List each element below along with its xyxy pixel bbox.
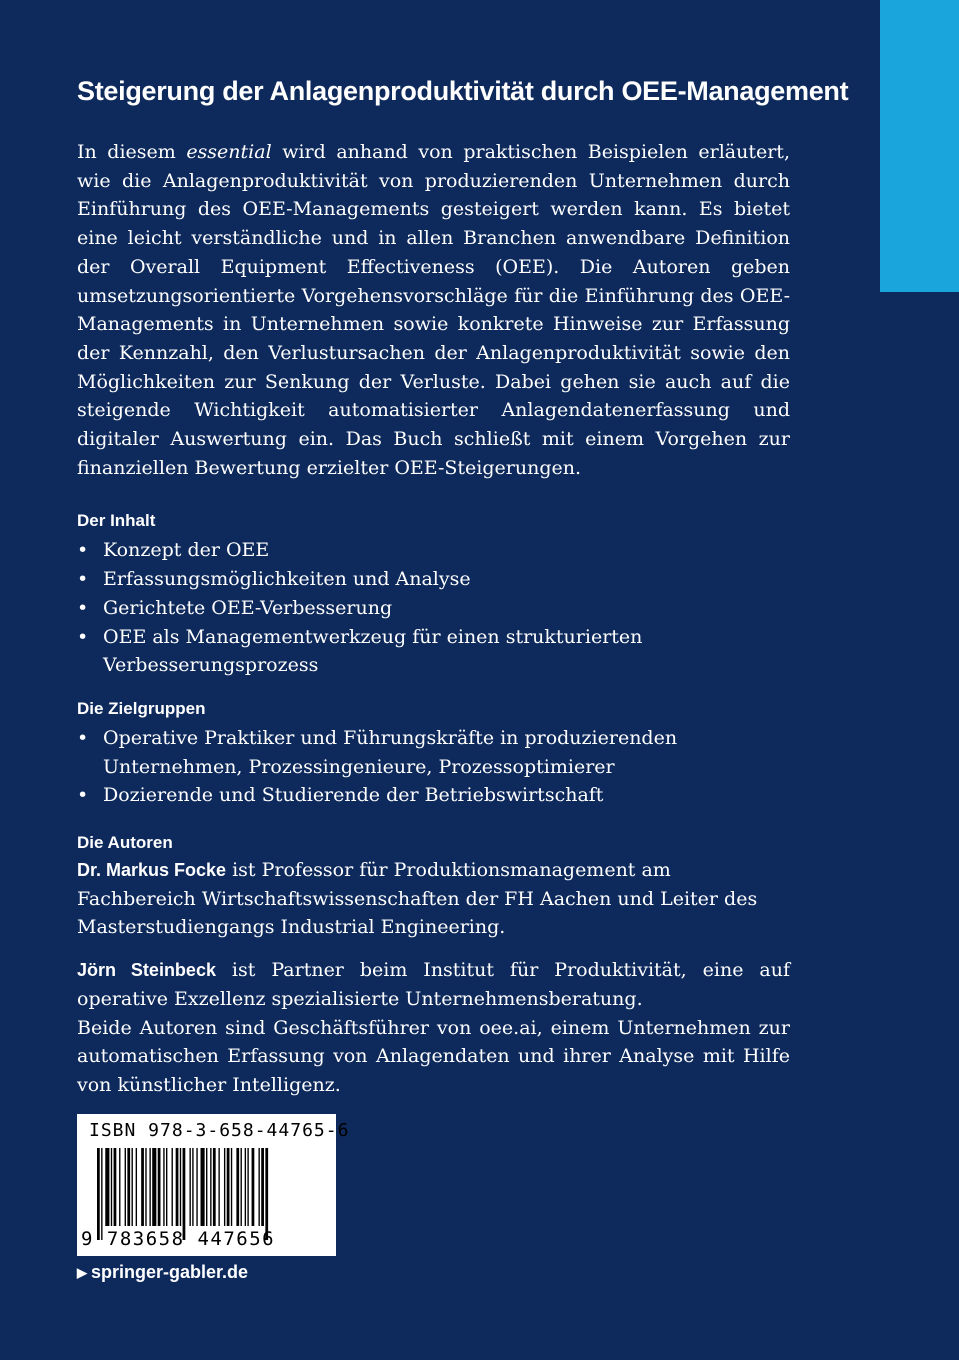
barcode-bar [149,1148,150,1226]
barcode-bar [114,1148,117,1226]
barcode-bar [252,1148,255,1226]
intro-text-start: In diesem [77,141,187,163]
barcode-bar [166,1148,167,1226]
contents-item: • Gerichtete OEE-Verbesserung [77,594,790,623]
author-name-focke: Dr. Markus Focke [77,860,227,881]
barcode-bar [241,1148,242,1226]
barcode-bar [213,1148,216,1226]
barcode-bar [258,1148,259,1226]
contents-item: • Konzept der OEE [77,536,790,565]
isbn-barcode [77,1114,350,1256]
barcode-bar [127,1148,130,1226]
audience-heading: Die Zielgruppen [77,698,206,718]
barcode-bar [247,1148,248,1226]
barcode-bar [231,1148,232,1226]
barcode-bar [210,1148,211,1226]
audience-item: • Operative Praktiker und Führungskräfte in produzierenden Unternehmen, Prozessingenieure, Prozessoptimierer [77,724,790,781]
barcode-bar [125,1148,126,1226]
barcode-bar [180,1148,181,1226]
contents-item: • OEE als Managementwerkzeug für einen strukturierten Verbesserungsprozess [77,623,790,680]
barcode-bar [201,1148,205,1226]
publisher-website[interactable] [77,1262,248,1283]
play-arrow-icon: ▶ [77,1264,87,1280]
barcode-bar [119,1148,120,1226]
intro-paragraph [77,138,790,482]
barcode-bar [158,1148,161,1226]
author-bio-focke [77,856,790,942]
barcode-bar [111,1148,112,1226]
intro-text-rest: wird anhand von praktischen Beispielen erläutert, wie die Anlagenproduktivität von produzierenden Unternehmen durch Einführung des OEE-Managements gesteigert werden kann. Es bietet eine leicht verständliche und in allen Branchen anwendbare Definition der Overall Equipment Effectiveness (OEE). Die Autoren geben umsetzungsorientierte Vorgehensvorschläge für die Einführung des OEE-Managements in Unternehmen sowie konkrete Hinweise zur Erfassung der Kennzahl, den Verlustursachen der Anlagenproduktivität sowie den Möglichkeiten zur Senkung der Verluste. Dabei gehen sie auch auf die steigende Wichtigkeit automatisierter Anlagendatenerfassung und digitaler Auswertung ein. Das Buch schließt mit einem Vorgehen zur finanziellen Bewertung erzielter OEE-Steigerungen. [77,141,790,479]
barcode-bar [236,1148,239,1226]
barcode-bar [97,1148,100,1240]
barcode-bar [105,1148,109,1226]
intro-italic-term: essential [186,141,272,163]
barcode-bar [218,1148,219,1226]
barcode-bar [136,1148,137,1226]
barcode-bar [163,1148,164,1226]
barcode-bar [196,1148,197,1226]
website-label: springer-gabler.de [91,1262,249,1282]
barcode-bar [145,1148,146,1226]
author-bio-steinbeck [77,956,790,1013]
barcode-bar [101,1148,102,1240]
barcode-bar [265,1148,268,1240]
back-cover-content [77,74,849,1100]
audience-list [77,724,790,810]
author-text-steinbeck: ist Partner beim Institut für Produktivität, eine auf operative Exzellenz spezialisierte Unternehmensberatung. [77,959,790,1010]
ean-number: 9 783658 447656 [81,1228,276,1250]
barcode-bar [141,1148,144,1226]
barcode-bar [152,1148,156,1226]
barcode-bar [172,1148,173,1226]
barcode-bar [206,1148,207,1226]
authors-heading: Die Autoren [77,833,173,853]
book-title: Steigerung der Anlagenproduktivität durch OEE-Management [77,76,849,106]
barcode-bar [183,1148,186,1240]
barcode-bars [97,1148,319,1240]
barcode-bar [132,1148,133,1226]
author-name-steinbeck: Jörn Steinbeck [77,960,216,981]
barcode-bar [227,1148,230,1226]
barcode-bar [189,1148,190,1226]
author-text-focke: ist Professor für Produktionsmanagement am Fachbereich Wirtschaftswissenschaften der FH Aachen und Leiter des Masterstudiengangs Industrial Engineering. [77,859,758,939]
contents-list [77,536,790,680]
barcode-bar [192,1148,193,1226]
barcode-bar [245,1148,246,1226]
authors-joint-text: Beide Autoren sind Geschäftsführer von oee.ai, einem Unternehmen zur automatischen Erfassung von Anlagendaten und ihrer Analyse mit Hilfe von künstlicher Intelligenz. [77,1016,790,1096]
audience-item: • Dozierende und Studierende der Betriebswirtschaft [77,781,790,810]
barcode-bar [224,1148,225,1226]
barcode-bar [176,1148,179,1226]
contents-heading: Der Inhalt [77,511,156,531]
isbn-number: ISBN 978-3-658-44765-6 [89,1120,350,1141]
accent-tab [880,0,959,292]
contents-item: • Erfassungsmöglichkeiten und Analyse [77,565,790,594]
barcode-bar [261,1148,264,1226]
